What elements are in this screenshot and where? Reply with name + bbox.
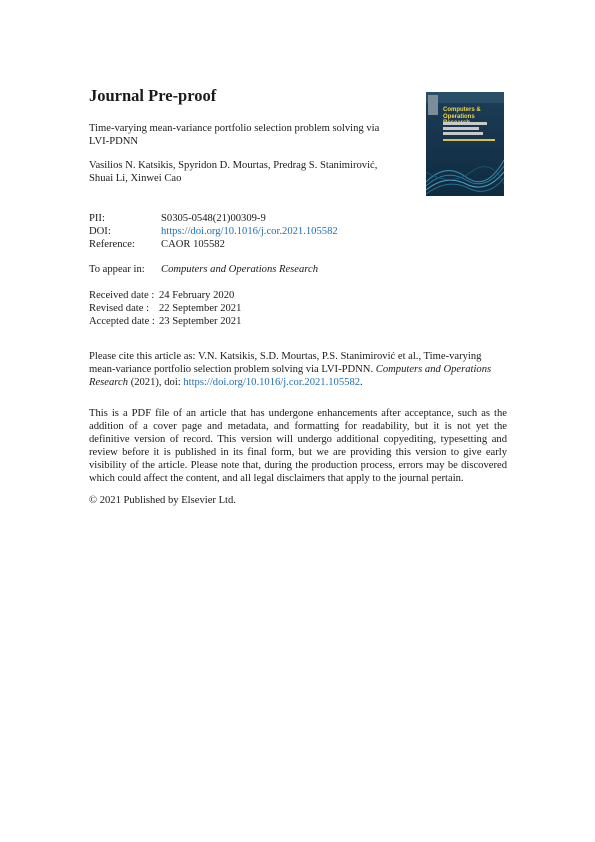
citation-journal: Computers and Operations Research xyxy=(89,364,492,388)
appear-journal: Computers and Operations Research xyxy=(161,264,319,275)
cover-wave-graphic xyxy=(426,142,504,196)
pii-label: PII: xyxy=(89,213,105,224)
appear-label: To appear in: xyxy=(89,264,145,275)
citation-text: Please cite this article as: V.N. Katsikis, S.D. Mourtas, P.S. Stanimirović et al., Time-varying mean-variance portfolio selection problem solving via LVI-PDNN. xyxy=(89,351,482,375)
cover-journal-title: Computers & Operations xyxy=(443,107,481,120)
reference-value: CAOR 105582 xyxy=(161,239,225,250)
journal-cover-image xyxy=(426,92,504,196)
copyright-line: © 2021 Published by Elsevier Ltd. xyxy=(89,495,236,506)
pii-value: S0305-0548(21)00309-9 xyxy=(161,213,266,224)
doi-link[interactable]: https://doi.org/10.1016/j.cor.2021.105582 xyxy=(161,226,338,237)
citation-doi-link[interactable]: https://doi.org/10.1016/j.cor.2021.105582 xyxy=(183,377,361,388)
reference-label: Reference: xyxy=(89,239,135,250)
citation-end: . xyxy=(360,377,363,388)
accepted-date-label: Accepted date : xyxy=(89,316,155,327)
revised-date: 22 September 2021 xyxy=(159,303,242,314)
preproof-notice: This is a PDF file of an article that has undergone enhancements after acceptance, such as the addition of a cover page and metadata, and formatting for readability, but it is not yet the definitive version of record. This version will undergo additional copyediting, typesetting and review before it is published in its final form, but we are providing this version to give early visibility of the article. Please note that, during the production process, errors may be discovered which could affect the content, and all legal disclaimers that apply to the journal pertain. xyxy=(89,408,507,484)
cover-accent-bar xyxy=(443,139,495,141)
article-authors: Vasilios N. Katsikis, Spyridon D. Mourtas, Predrag S. Stanimirović, Shuai Li, Xinwei Cao xyxy=(89,160,378,184)
revised-date-label: Revised date : xyxy=(89,303,150,314)
citation-year: (2021), doi: xyxy=(130,377,181,388)
article-title: Time-varying mean-variance portfolio selection problem solving via LVI-PDNN xyxy=(89,123,380,147)
page-title: Journal Pre-proof xyxy=(89,86,217,105)
citation-paragraph xyxy=(89,350,509,389)
received-date: 24 February 2020 xyxy=(159,290,235,301)
elsevier-logo-icon xyxy=(428,95,438,115)
cover-subtitle-lines xyxy=(443,122,501,135)
accepted-date: 23 September 2021 xyxy=(159,316,242,327)
received-date-label: Received date : xyxy=(89,290,155,301)
doi-label: DOI: xyxy=(89,226,111,237)
